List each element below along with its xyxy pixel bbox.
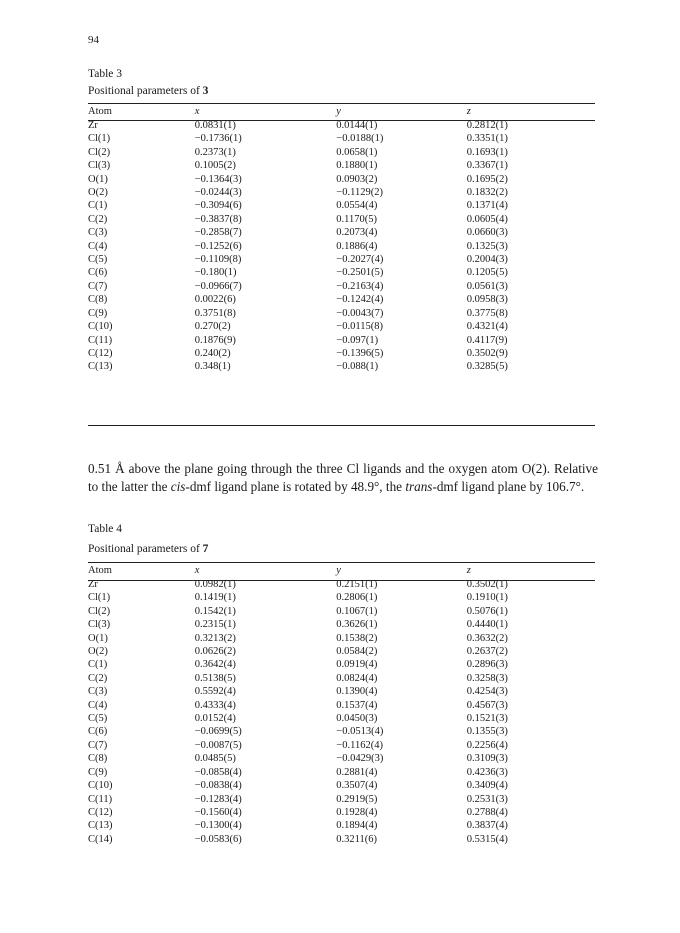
table4-cell-x: 0.0626(2) <box>194 646 236 658</box>
table3-cell-atom: O(1) <box>88 173 108 185</box>
table3-cell-y: −0.088(1) <box>336 361 379 373</box>
table3-cell-y: −0.1242(4) <box>336 294 384 306</box>
paragraph-cis: cis <box>170 479 186 494</box>
table4-cell-y: −0.0513(4) <box>336 726 384 738</box>
table4-cell-y: 0.1390(4) <box>336 686 378 698</box>
table4-cell-x: 0.4333(4) <box>194 699 236 711</box>
table4-cell-atom: O(2) <box>88 646 108 658</box>
table4-cell-atom: C(12) <box>88 806 113 818</box>
table3-cell-x: 0.240(2) <box>194 347 231 359</box>
table4-cell-atom: C(14) <box>88 833 113 845</box>
table4-row <box>88 618 595 631</box>
table3-cell-x: −0.0966(7) <box>194 280 242 292</box>
table4-title-compound: 7 <box>202 543 209 555</box>
table4-cell-z: 0.3632(2) <box>466 632 508 644</box>
table3-cell-y: −0.2163(4) <box>336 280 384 292</box>
table4-row <box>88 712 595 725</box>
table3-header-y: y <box>336 106 341 118</box>
table4-row <box>88 725 595 738</box>
table4-cell-z: 0.1910(1) <box>466 592 508 604</box>
table4-row <box>88 766 595 779</box>
table3-cell-z: 0.0660(3) <box>466 227 508 239</box>
table4-cell-z: 0.2788(4) <box>466 806 508 818</box>
table3-row <box>88 293 595 306</box>
paragraph-trans: trans <box>405 479 433 494</box>
table4-cell-z: 0.4440(1) <box>466 619 508 631</box>
table3-cell-atom: C(6) <box>88 267 108 279</box>
table4-title-text: Positional parameters of <box>88 543 203 555</box>
table4-row <box>88 685 595 698</box>
table4-cell-y: 0.1894(4) <box>336 820 378 832</box>
table3-cell-atom: C(10) <box>88 321 113 333</box>
table4-cell-atom: Cl(3) <box>88 619 111 631</box>
table4-row <box>88 779 595 792</box>
table4-cell-z: 0.5076(1) <box>466 605 508 617</box>
table3-cell-atom: Cl(1) <box>88 133 111 145</box>
table3-cell-x: 0.270(2) <box>194 321 231 333</box>
table4-cell-x: 0.3642(4) <box>194 659 236 671</box>
table4-cell-atom: Cl(1) <box>88 592 111 604</box>
table4-cell-y: 0.1067(1) <box>336 605 378 617</box>
table4-cell-z: 0.4254(3) <box>466 686 508 698</box>
table4-cell-y: 0.1928(4) <box>336 806 378 818</box>
table4-cell-y: −0.1162(4) <box>336 739 383 751</box>
table3-cell-y: −0.1129(2) <box>336 187 383 199</box>
table3-cell-atom: O(2) <box>88 187 108 199</box>
table3-cell-z: 0.1693(1) <box>466 146 508 158</box>
table4-cell-x: −0.0838(4) <box>194 780 242 792</box>
table3-cell-x: −0.1364(3) <box>194 173 242 185</box>
table3-row <box>88 226 595 239</box>
table4-header-z: z <box>466 565 471 577</box>
table4-cell-atom: Zr <box>88 579 98 590</box>
table3-cell-atom: C(1) <box>88 200 108 212</box>
table4-cell-z: 0.2637(2) <box>466 646 508 658</box>
table4-header-atom: Atom <box>88 565 112 577</box>
table3-cell-x: −0.1252(6) <box>194 240 242 252</box>
table3-row <box>88 186 595 199</box>
table3-cell-x: 0.2373(1) <box>194 146 236 158</box>
table4-label: Table 4 <box>88 523 123 535</box>
table3-title-compound: 3 <box>202 85 209 97</box>
table3-row <box>88 253 595 266</box>
body-paragraph <box>88 460 598 496</box>
table3-cell-y: −0.2027(4) <box>336 254 384 266</box>
table4-row <box>88 645 595 658</box>
table4-row <box>88 658 595 671</box>
table3-header-x: x <box>194 106 200 118</box>
table3-cell-atom: C(11) <box>88 334 113 346</box>
table4-header-row <box>88 564 595 578</box>
table3-cell-z: 0.0958(3) <box>466 294 508 306</box>
table3-cell-atom: C(7) <box>88 280 108 292</box>
table4-cell-y: 0.0919(4) <box>336 659 378 671</box>
table4-cell-atom: Cl(2) <box>88 605 111 617</box>
table4-cell-atom: C(9) <box>88 766 108 778</box>
table4-cell-x: 0.1542(1) <box>194 605 236 617</box>
table3-cell-y: 0.1880(1) <box>336 160 378 172</box>
table4-cell-x: 0.1419(1) <box>194 592 236 604</box>
table4-cell-atom: C(10) <box>88 780 113 792</box>
table3-cell-atom: Cl(3) <box>88 160 111 172</box>
table4-row <box>88 739 595 752</box>
table4-row <box>88 752 595 765</box>
table4-cell-y: 0.2919(5) <box>336 793 378 805</box>
table4-cell-atom: C(2) <box>88 672 108 684</box>
table4-cell-y: 0.3211(6) <box>336 833 378 845</box>
table3-header-z: z <box>466 106 471 118</box>
table3-row <box>88 347 595 360</box>
table4-row <box>88 632 595 645</box>
table3-cell-y: −0.2501(5) <box>336 267 384 279</box>
table3-row <box>88 199 595 212</box>
table4-cell-x: 0.0982(1) <box>194 579 236 590</box>
table4-cell-x: −0.0583(6) <box>194 833 242 845</box>
table3-cell-z: 0.3502(9) <box>466 347 508 359</box>
table3-cell-z: 0.1325(3) <box>466 240 508 252</box>
table4-cell-x: −0.1283(4) <box>194 793 242 805</box>
table4-row <box>88 819 595 832</box>
table3-title <box>88 85 208 97</box>
table3-cell-x: 0.1876(9) <box>194 334 236 346</box>
table3-row <box>88 360 595 373</box>
table3-cell-y: −0.0188(1) <box>336 133 384 145</box>
table3-cell-y: −0.0043(7) <box>336 307 384 319</box>
table4-cell-x: −0.0858(4) <box>194 766 242 778</box>
table4-row <box>88 591 595 604</box>
table3-cell-z: 0.1695(2) <box>466 173 508 185</box>
table4-cell-x: 0.0152(4) <box>194 713 236 725</box>
table4-cell-z: 0.1521(3) <box>466 713 508 725</box>
table4-cell-y: 0.0584(2) <box>336 646 378 658</box>
table3-row <box>88 159 595 172</box>
table3-cell-atom: C(5) <box>88 254 108 266</box>
table3-header-row <box>88 105 595 119</box>
table4-cell-atom: C(11) <box>88 793 113 805</box>
table3-bottom-rule <box>88 425 595 426</box>
table4-cell-atom: O(1) <box>88 632 108 644</box>
table3-cell-atom: C(3) <box>88 227 108 239</box>
table3-cell-z: 0.3367(1) <box>466 160 508 172</box>
table4-row <box>88 672 595 685</box>
table3-cell-x: 0.0831(1) <box>194 120 236 131</box>
table3-cell-z: 0.3285(5) <box>466 361 508 373</box>
table4-cell-x: −0.1300(4) <box>194 820 242 832</box>
table4-cell-y: 0.2151(1) <box>336 579 378 590</box>
table3 <box>88 105 595 374</box>
table3-cell-z: 0.1832(2) <box>466 187 508 199</box>
table4-row <box>88 605 595 618</box>
table4-cell-atom: C(3) <box>88 686 108 698</box>
table4-cell-z: 0.4567(3) <box>466 699 508 711</box>
table3-cell-y: 0.0658(1) <box>336 146 378 158</box>
table4-cell-x: 0.3213(2) <box>194 632 236 644</box>
table3-cell-x: −0.0244(3) <box>194 187 242 199</box>
table4-cell-x: −0.0699(5) <box>194 726 242 738</box>
table4-cell-atom: C(5) <box>88 713 108 725</box>
table4-cell-x: −0.1560(4) <box>194 806 242 818</box>
table3-cell-z: 0.4321(4) <box>466 321 508 333</box>
table4-cell-y: −0.0429(3) <box>336 753 384 765</box>
table4-cell-atom: C(6) <box>88 726 108 738</box>
table3-row <box>88 146 595 159</box>
table4-cell-z: 0.2531(3) <box>466 793 508 805</box>
table3-row <box>88 240 595 253</box>
table4-cell-z: 0.5315(4) <box>466 833 508 845</box>
table3-cell-y: 0.0554(4) <box>336 200 378 212</box>
table4-cell-y: 0.1537(4) <box>336 699 378 711</box>
table4-cell-z: 0.1355(3) <box>466 726 508 738</box>
table3-cell-x: −0.1109(8) <box>194 254 242 266</box>
table3-row <box>88 132 595 145</box>
table4-cell-y: 0.3626(1) <box>336 619 378 631</box>
table4 <box>88 564 595 846</box>
table3-cell-x: −0.180(1) <box>194 267 237 279</box>
table4-cell-atom: C(8) <box>88 753 108 765</box>
table4-cell-x: 0.0485(5) <box>194 753 236 765</box>
table3-cell-atom: C(4) <box>88 240 108 252</box>
table3-cell-atom: C(2) <box>88 213 108 225</box>
table3-cell-y: 0.1886(4) <box>336 240 378 252</box>
table4-cell-atom: C(13) <box>88 820 113 832</box>
table3-cell-x: 0.1005(2) <box>194 160 236 172</box>
table3-row <box>88 307 595 320</box>
table3-row <box>88 213 595 226</box>
table3-cell-z: 0.3775(8) <box>466 307 508 319</box>
table4-cell-z: 0.3258(3) <box>466 672 508 684</box>
table3-cell-z: 0.4117(9) <box>466 334 508 346</box>
table4-cell-z: 0.4236(3) <box>466 766 508 778</box>
table3-cell-z: 0.1205(5) <box>466 267 508 279</box>
table4-header-rule <box>88 580 595 581</box>
table3-cell-y: −0.0115(8) <box>336 321 383 333</box>
table3-cell-y: 0.2073(4) <box>336 227 378 239</box>
table4-cell-atom: C(1) <box>88 659 108 671</box>
table3-cell-x: 0.3751(8) <box>194 307 236 319</box>
table3-title-text: Positional parameters of <box>88 85 203 97</box>
table4-cell-y: 0.3507(4) <box>336 780 378 792</box>
table3-cell-y: 0.0903(2) <box>336 173 378 185</box>
table3-label: Table 3 <box>88 68 123 80</box>
table3-cell-z: 0.0561(3) <box>466 280 508 292</box>
table3-cell-y: −0.097(1) <box>336 334 379 346</box>
table4-cell-y: 0.0824(4) <box>336 672 378 684</box>
table3-cell-atom: Cl(2) <box>88 146 111 158</box>
table4-header-y: y <box>336 565 341 577</box>
table3-cell-x: −0.2858(7) <box>194 227 242 239</box>
table3-cell-x: −0.3837(8) <box>194 213 242 225</box>
table4-cell-z: 0.3837(4) <box>466 820 508 832</box>
table4-cell-y: 0.0450(3) <box>336 713 378 725</box>
table4-cell-x: 0.2315(1) <box>194 619 236 631</box>
table3-cell-atom: C(12) <box>88 347 113 359</box>
table3-cell-y: 0.0144(1) <box>336 120 378 131</box>
table4-cell-x: 0.5138(5) <box>194 672 236 684</box>
table4-row <box>88 699 595 712</box>
table3-header-atom: Atom <box>88 106 112 118</box>
table3-cell-atom: C(13) <box>88 361 113 373</box>
table4-cell-z: 0.3109(3) <box>466 753 508 765</box>
paragraph-text-2: -dmf ligand plane is rotated by 48.9°, the <box>185 479 406 494</box>
table3-cell-z: 0.2812(1) <box>466 120 508 131</box>
table4-cell-z: 0.3409(4) <box>466 780 508 792</box>
table3-cell-atom: C(9) <box>88 307 108 319</box>
page-number: 94 <box>88 34 99 46</box>
table3-top-rule <box>88 103 595 104</box>
table4-cell-atom: C(4) <box>88 699 108 711</box>
table3-cell-z: 0.1371(4) <box>466 200 508 212</box>
table3-row <box>88 320 595 333</box>
table4-cell-y: 0.2806(1) <box>336 592 378 604</box>
table4-row <box>88 833 595 846</box>
table3-cell-atom: C(8) <box>88 294 108 306</box>
table4-row <box>88 793 595 806</box>
table4-cell-y: 0.1538(2) <box>336 632 378 644</box>
table3-row <box>88 266 595 279</box>
table3-header-rule <box>88 120 595 121</box>
table3-cell-x: 0.348(1) <box>194 361 231 373</box>
table3-cell-z: 0.0605(4) <box>466 213 508 225</box>
paragraph-text-3: -dmf ligand plane by 106.7°. <box>432 479 585 494</box>
paragraph-text-1: 0.51 Å above the plane going through the three Cl ligands and the oxygen atom O(2). Relative to the latter the <box>88 461 598 494</box>
table4-cell-z: 0.3502(1) <box>466 579 508 590</box>
table3-row <box>88 334 595 347</box>
table3-cell-x: 0.0022(6) <box>194 294 236 306</box>
table4-top-rule <box>88 562 595 563</box>
table3-cell-x: −0.1736(1) <box>194 133 242 145</box>
table4-cell-atom: C(7) <box>88 739 108 751</box>
table3-row <box>88 280 595 293</box>
table3-cell-y: −0.1396(5) <box>336 347 384 359</box>
table3-cell-x: −0.3094(6) <box>194 200 242 212</box>
table4-cell-z: 0.2896(3) <box>466 659 508 671</box>
table3-cell-y: 0.1170(5) <box>336 213 378 225</box>
table4-cell-x: −0.0087(5) <box>194 739 242 751</box>
table4-title <box>88 543 208 555</box>
table3-row <box>88 173 595 186</box>
table3-cell-z: 0.3351(1) <box>466 133 508 145</box>
table4-header-x: x <box>194 565 200 577</box>
table3-cell-z: 0.2004(3) <box>466 254 508 266</box>
table3-row <box>88 119 595 132</box>
table4-cell-y: 0.2881(4) <box>336 766 378 778</box>
table4-cell-z: 0.2256(4) <box>466 739 508 751</box>
table4-cell-x: 0.5592(4) <box>194 686 236 698</box>
table4-row <box>88 806 595 819</box>
table3-cell-atom: Zr <box>88 120 98 131</box>
